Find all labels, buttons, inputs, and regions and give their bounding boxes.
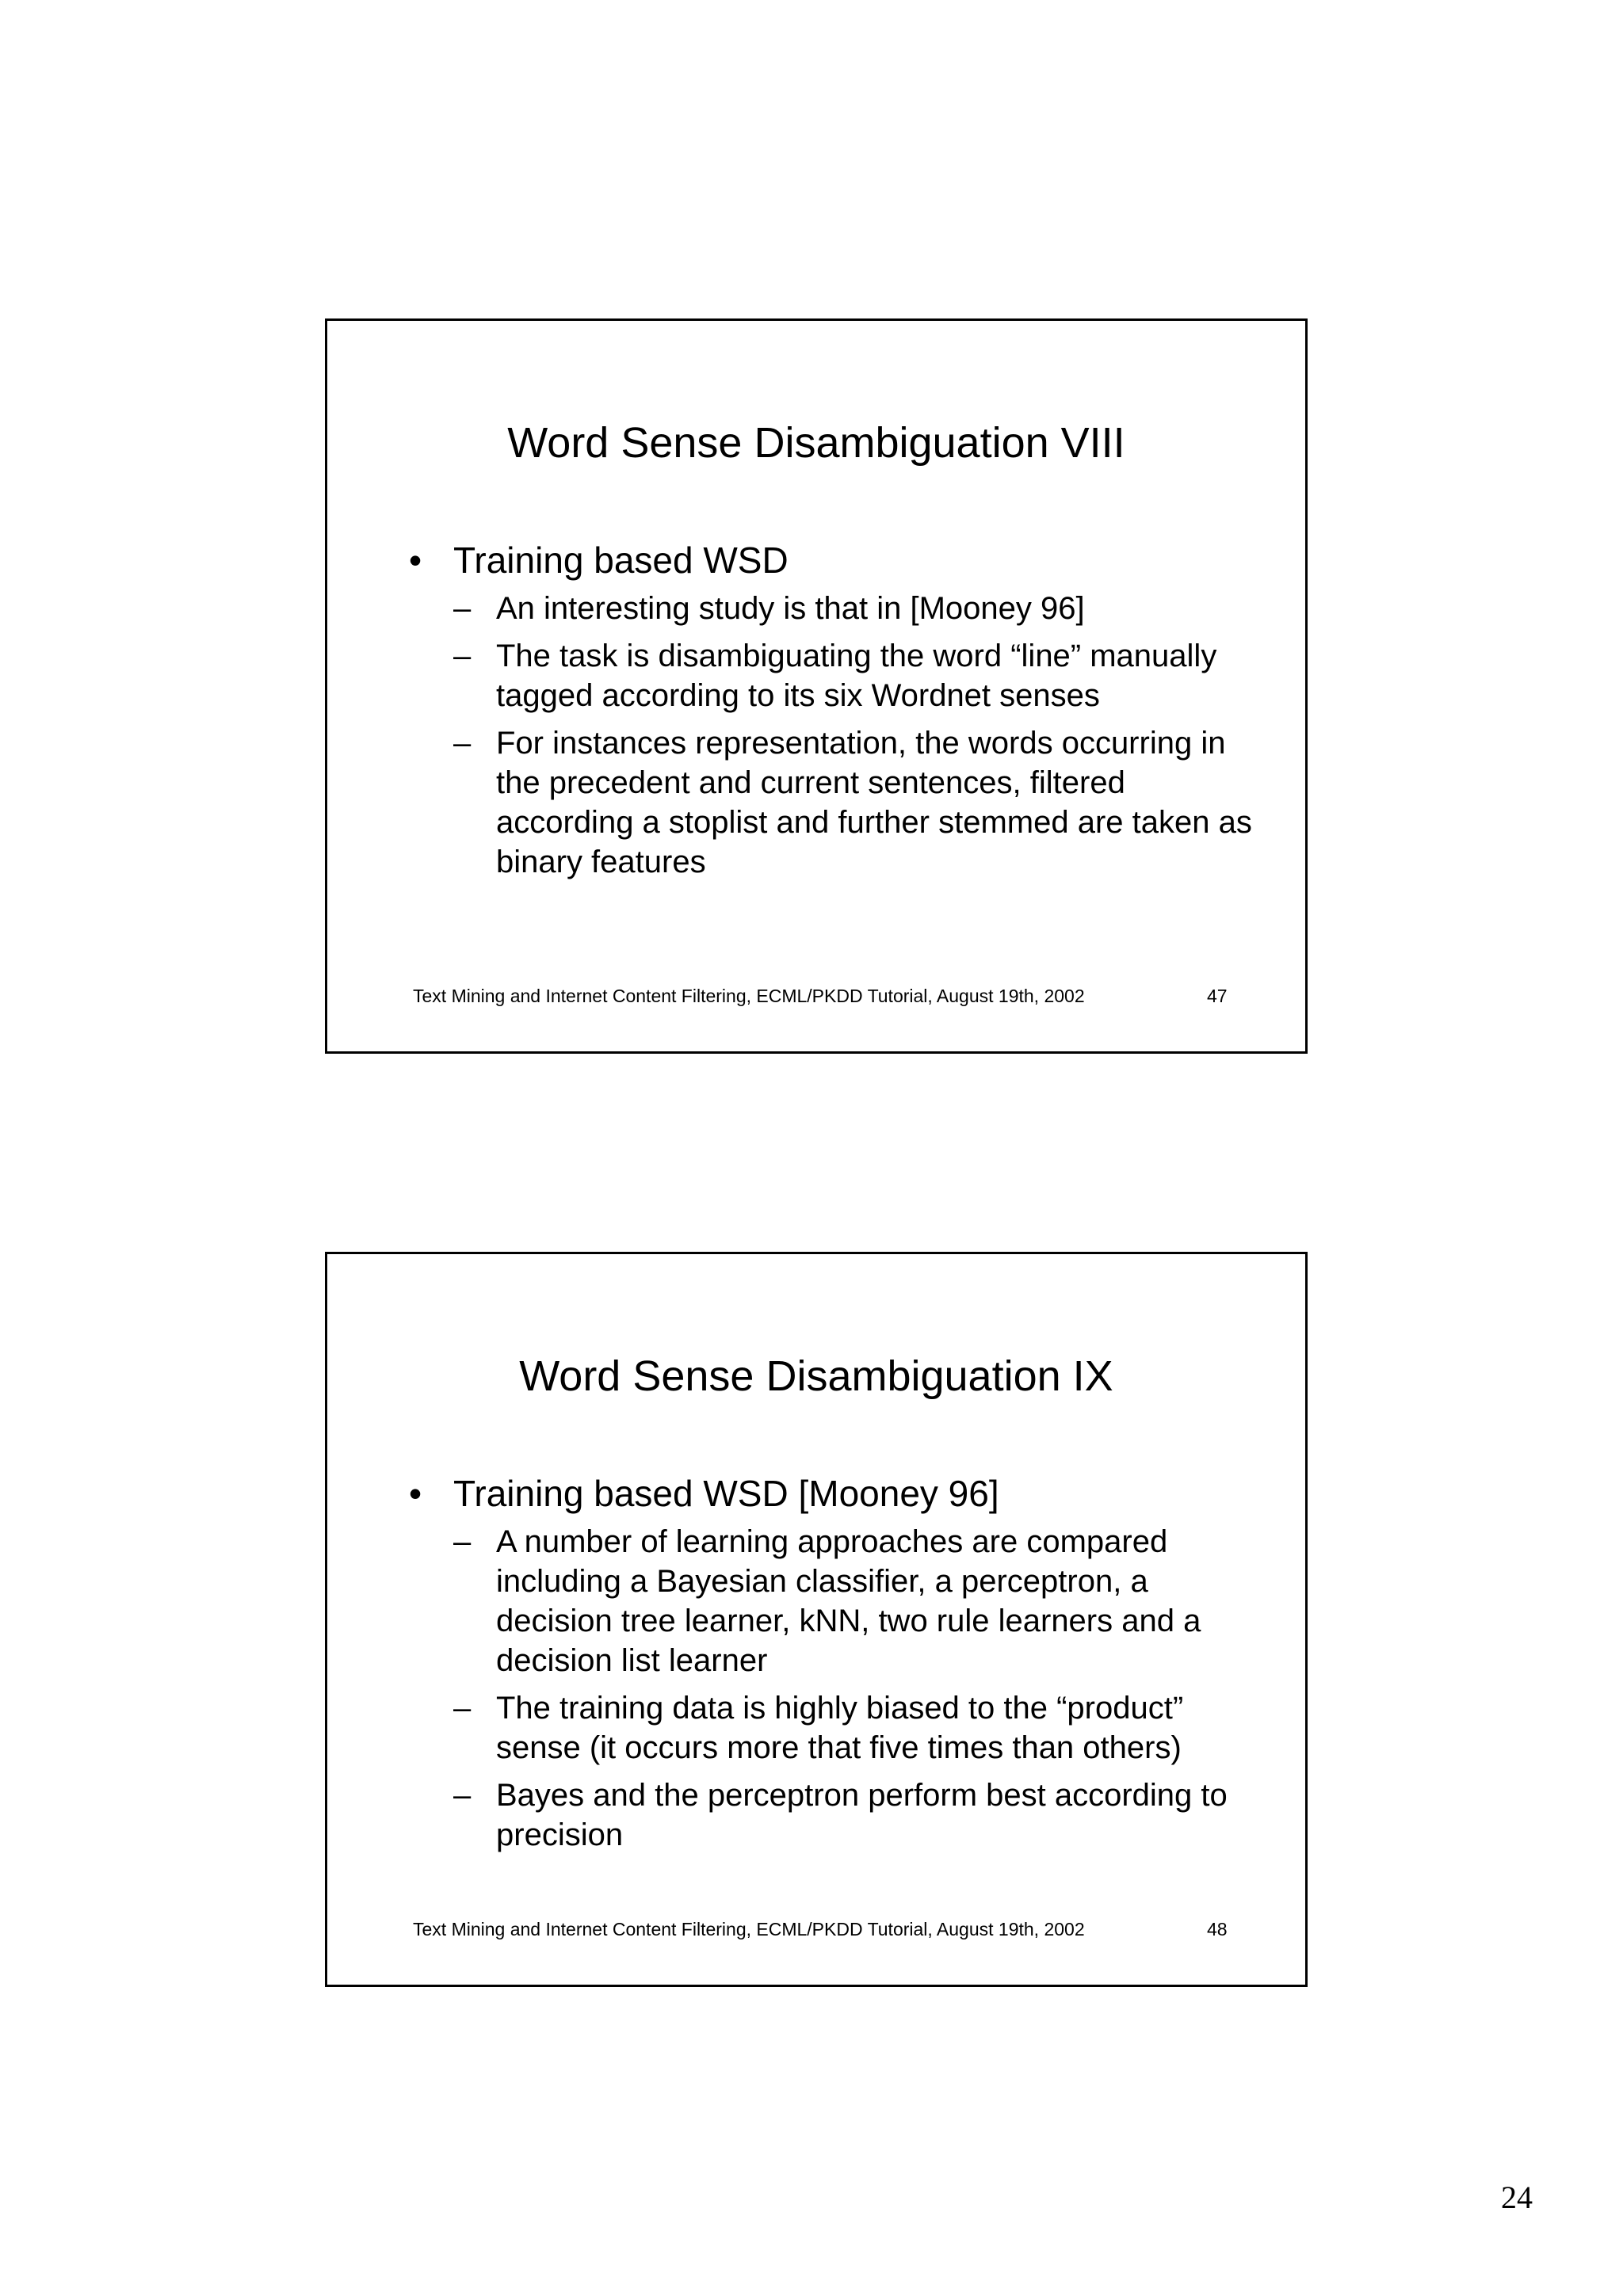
dash-marker: – bbox=[453, 1524, 472, 1559]
slide-footer: Text Mining and Internet Content Filtering, ECML/PKDD Tutorial, August 19th, 2002 bbox=[413, 1919, 1085, 1939]
page-number: 24 bbox=[1501, 2180, 1533, 2215]
sub-bullet-text: The task is disambiguating the word “line” manually tagged according to its six Wordnet senses bbox=[496, 639, 1217, 713]
sub-bullet-item bbox=[453, 1522, 1257, 1680]
sub-bullet-text: An interesting study is that in [Mooney 96] bbox=[496, 591, 1085, 626]
bullet-list bbox=[409, 1471, 1257, 1863]
sub-bullet-text: Bayes and the perceptron perform best according to precision bbox=[496, 1778, 1228, 1852]
sub-bullet-text: The training data is highly biased to the “product” sense (it occurs more that five times than others) bbox=[496, 1691, 1184, 1765]
slide-48 bbox=[325, 1252, 1308, 1987]
sub-bullet-list bbox=[453, 1522, 1257, 1855]
sub-bullet-item bbox=[453, 1775, 1257, 1855]
slide-47 bbox=[325, 318, 1308, 1054]
slide-title: Word Sense Disambiguation IX bbox=[519, 1352, 1113, 1400]
slide-number: 47 bbox=[1207, 986, 1228, 1006]
dash-marker: – bbox=[453, 591, 472, 626]
bullet-text: Training based WSD [Mooney 96] bbox=[453, 1473, 999, 1514]
slide-number: 48 bbox=[1207, 1919, 1228, 1939]
bullet-text: Training based WSD bbox=[453, 540, 789, 581]
slide-footer: Text Mining and Internet Content Filtering, ECML/PKDD Tutorial, August 19th, 2002 bbox=[413, 986, 1085, 1006]
bullet-list bbox=[409, 538, 1257, 890]
sub-bullet-text: For instances representation, the words occurring in the precedent and current sentences, filtered according a stoplist and further stemmed are taken as binary features bbox=[496, 726, 1252, 879]
sub-bullet-list bbox=[453, 589, 1257, 882]
bullet-item bbox=[409, 1471, 1257, 1855]
dash-marker: – bbox=[453, 1778, 472, 1813]
slide-title: Word Sense Disambiguation VIII bbox=[507, 419, 1125, 467]
sub-bullet-text: A number of learning approaches are compared including a Bayesian classifier, a perceptron, a decision tree learner, kNN, two rule learners and a decision list learner bbox=[496, 1524, 1201, 1678]
bullet-item bbox=[409, 538, 1257, 882]
sub-bullet-item bbox=[453, 589, 1257, 628]
sub-bullet-item bbox=[453, 1688, 1257, 1768]
bullet-marker: • bbox=[409, 540, 422, 581]
dash-marker: – bbox=[453, 639, 472, 673]
dash-marker: – bbox=[453, 1691, 472, 1726]
sub-bullet-item bbox=[453, 636, 1257, 715]
bullet-marker: • bbox=[409, 1473, 422, 1514]
dash-marker: – bbox=[453, 726, 472, 761]
sub-bullet-item bbox=[453, 723, 1257, 882]
